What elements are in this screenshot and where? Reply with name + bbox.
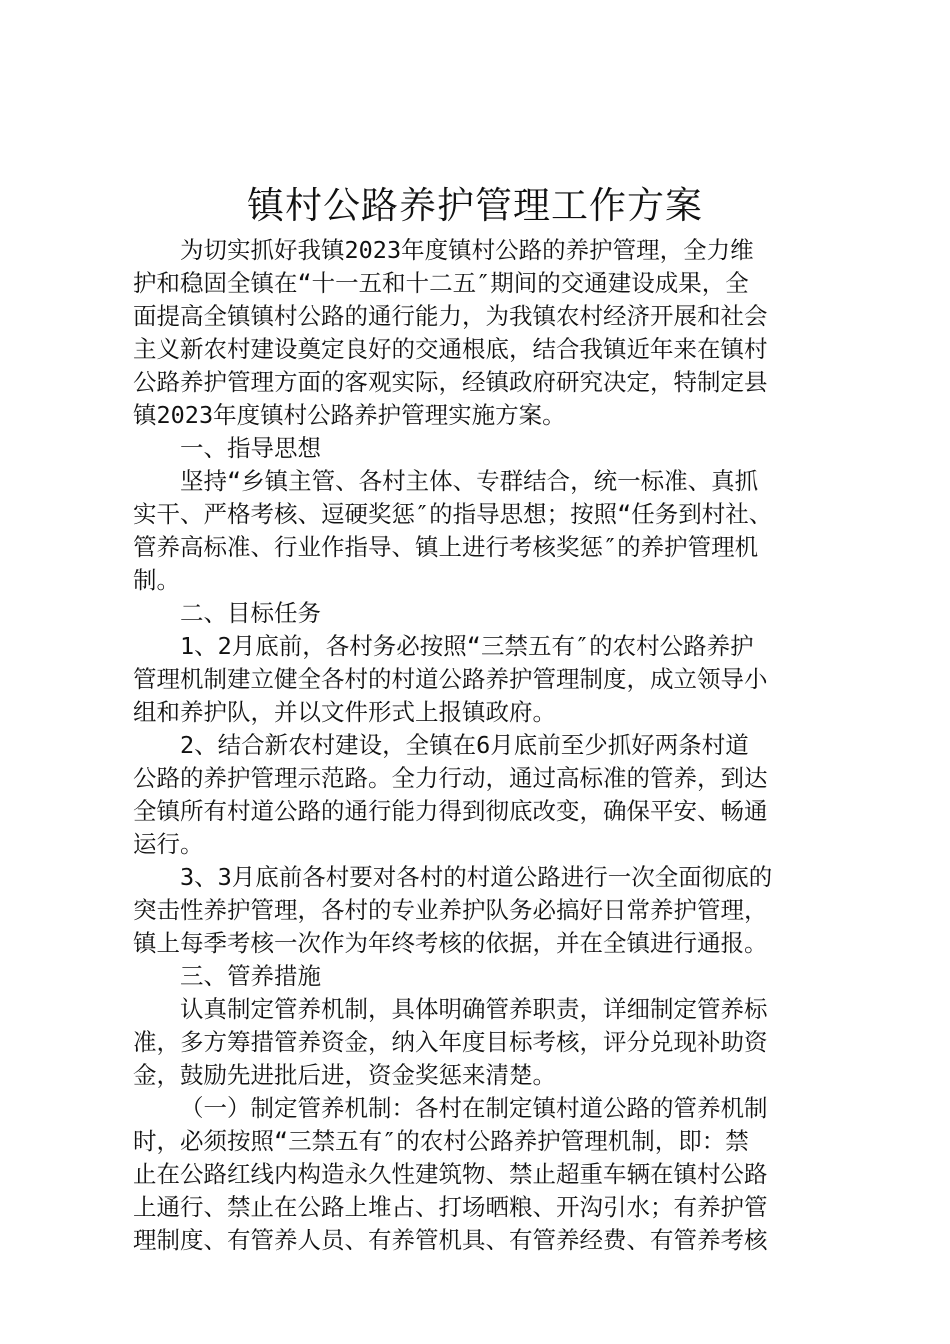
body-line: 二、目标任务 xyxy=(180,599,321,627)
body-line: 金，鼓励先进批后进，资金奖惩来清楚。 xyxy=(133,1061,556,1089)
body-line: 管理机制建立健全各村的村道公路养护管理制度，成立领导小 xyxy=(133,665,768,693)
body-line: 1、2月底前，各村务必按照“三禁五有″的农村公路养护 xyxy=(180,632,754,660)
body-line: 主义新农村建设奠定良好的交通根底，结合我镇近年来在镇村 xyxy=(133,335,768,363)
body-line: 为切实抓好我镇2023年度镇村公路的养护管理，全力维 xyxy=(180,236,754,264)
body-line: 突击性养护管理，各村的专业养护队务必搞好日常养护管理， xyxy=(133,896,768,924)
body-line: 2、结合新农村建设，全镇在6月底前至少抓好两条村道 xyxy=(180,731,749,759)
body-line: 坚持“乡镇主管、各村主体、专群结合，统一标准、真抓 xyxy=(180,467,759,495)
body-line: 公路养护管理方面的客观实际，经镇政府研究决定，特制定县 xyxy=(133,368,768,396)
body-line: 3、3月底前各村要对各村的村道公路进行一次全面彻底的 xyxy=(180,863,773,891)
body-line: 镇上每季考核一次作为年终考核的依据，并在全镇进行通报。 xyxy=(133,929,768,957)
document-title: 镇村公路养护管理工作方案 xyxy=(247,184,703,227)
body-line: 护和稳固全镇在“十一五和十二五″期间的交通建设成果，全 xyxy=(133,269,749,297)
body-line: 公路的养护管理示范路。全力行动，通过高标准的管养，到达 xyxy=(133,764,768,792)
body-line: 组和养护队，并以文件形式上报镇政府。 xyxy=(133,698,556,726)
body-line: 全镇所有村道公路的通行能力得到彻底改变，确保平安、畅通 xyxy=(133,797,768,825)
body-line: 认真制定管养机制，具体明确管养职责，详细制定管养标 xyxy=(180,995,768,1023)
body-line: 准，多方筹措管养资金，纳入年度目标考核，评分兑现补助资 xyxy=(133,1028,768,1056)
body-line: 上通行、禁止在公路上堆占、打场晒粮、开沟引水；有养护管 xyxy=(133,1193,768,1221)
body-line: 镇2023年度镇村公路养护管理实施方案。 xyxy=(133,401,566,429)
body-line: 三、管养措施 xyxy=(180,962,321,990)
body-line: 理制度、有管养人员、有养管机具、有管养经费、有管养考核 xyxy=(133,1226,768,1254)
body-line: 管养高标准、行业作指导、镇上进行考核奖惩″的养护管理机 xyxy=(133,533,759,561)
body-line: （一）制定管养机制：各村在制定镇村道公路的管养机制 xyxy=(180,1094,768,1122)
body-line: 面提高全镇镇村公路的通行能力，为我镇农村经济开展和社会 xyxy=(133,302,768,330)
body-line: 制。 xyxy=(133,566,180,594)
body-line: 一、指导思想 xyxy=(180,434,321,462)
document-body xyxy=(133,234,829,1257)
body-line: 时，必须按照“三禁五有″的农村公路养护管理机制，即：禁 xyxy=(133,1127,749,1155)
body-line: 运行。 xyxy=(133,830,204,858)
body-line: 止在公路红线内构造永久性建筑物、禁止超重车辆在镇村公路 xyxy=(133,1160,768,1188)
body-line: 实干、严格考核、逗硬奖惩″的指导思想；按照“任务到村社、 xyxy=(133,500,773,528)
